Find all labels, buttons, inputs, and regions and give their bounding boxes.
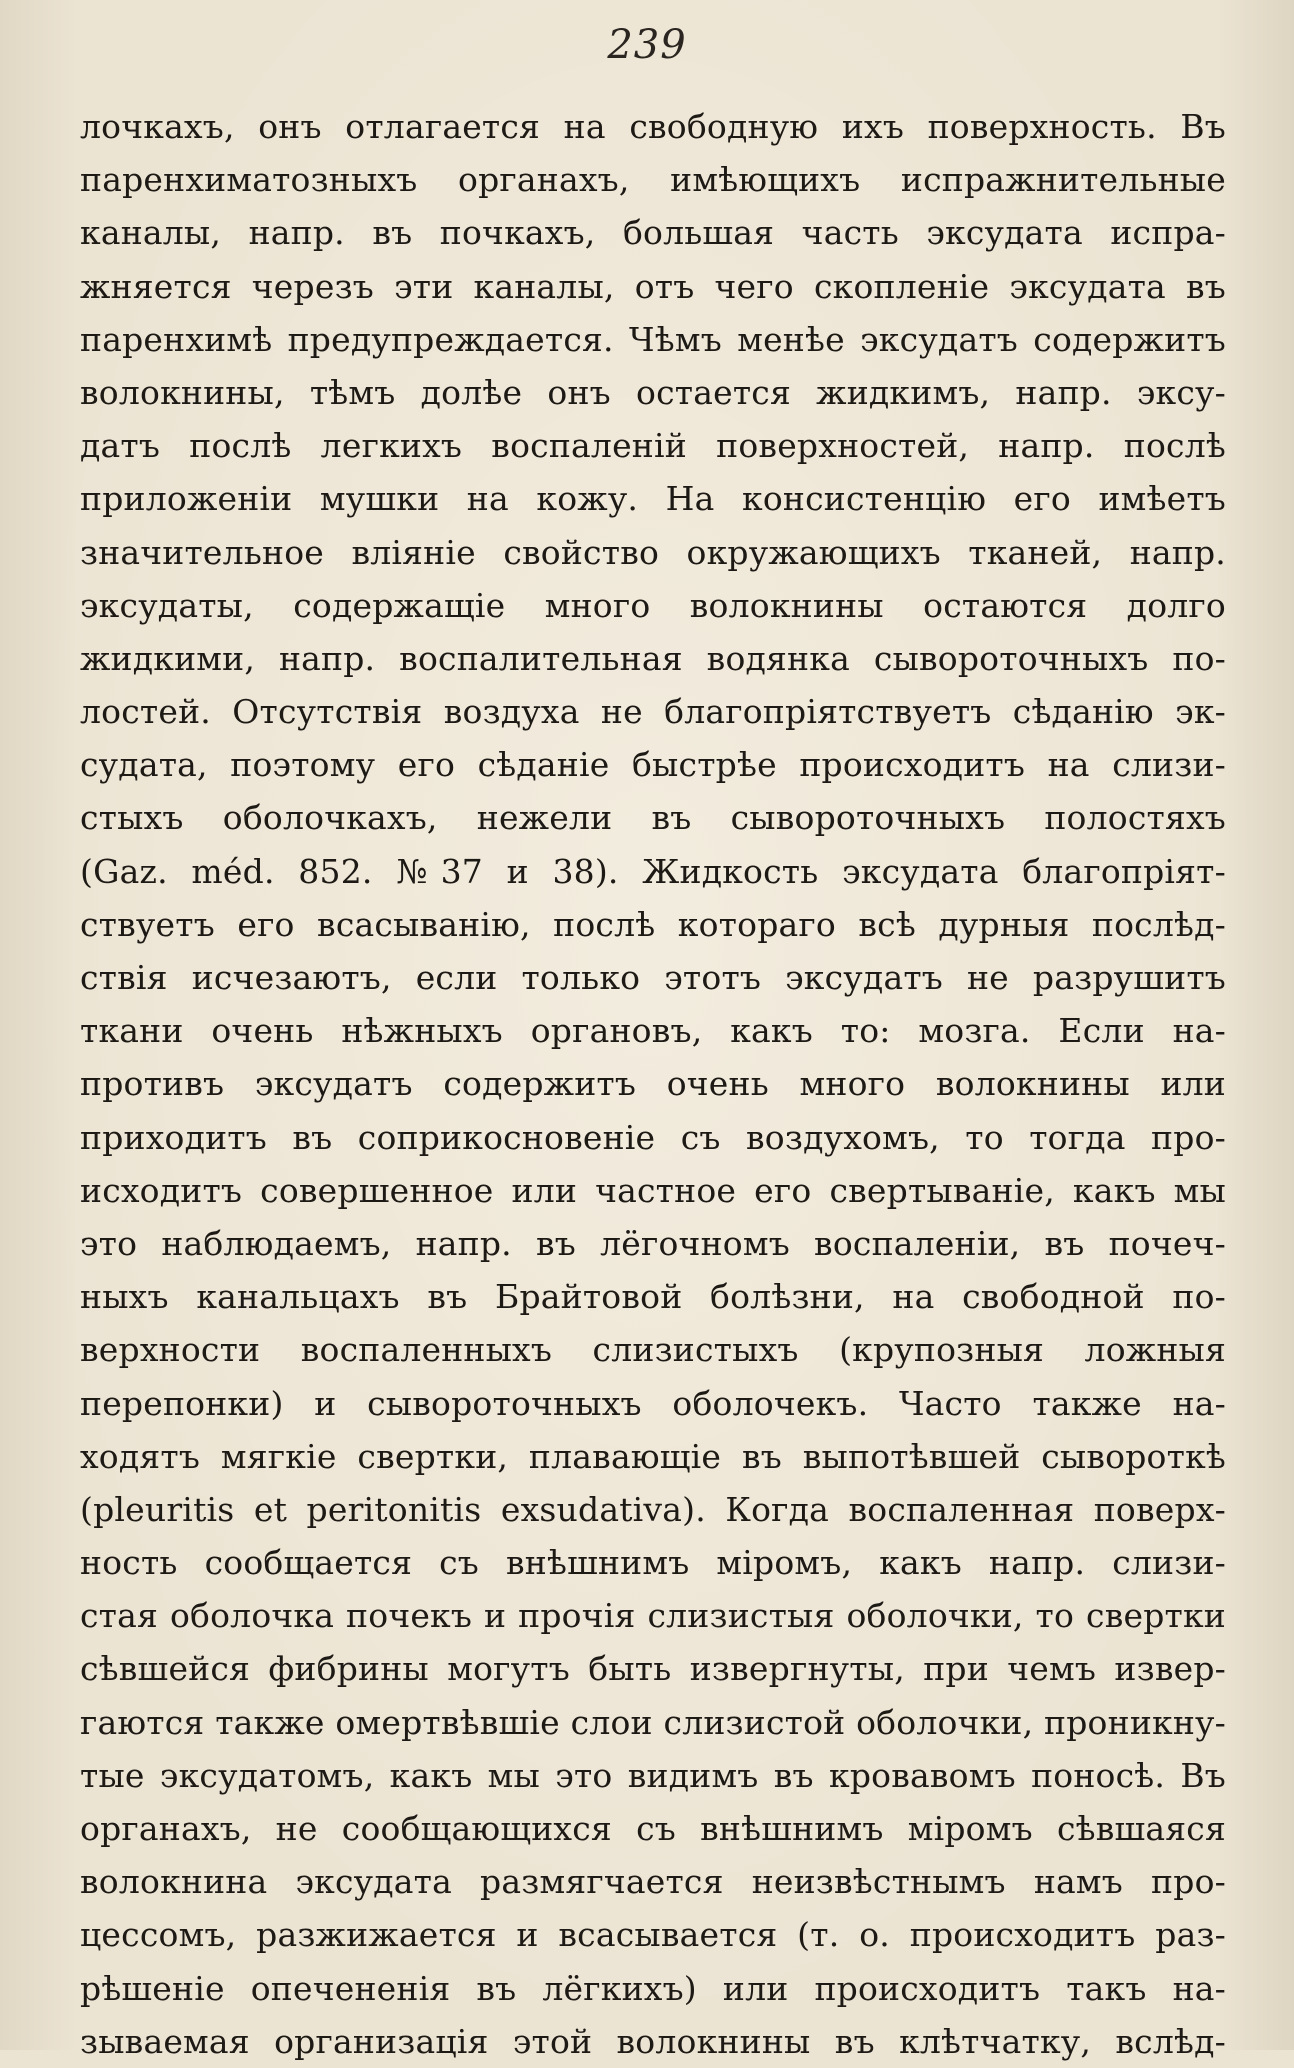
text-line: ходятъ мягкіе свертки, плавающіе въ выпотѣвшей сывороткѣ <box>80 1436 1226 1476</box>
text-line: (Gaz. méd. 852. №37 и 38). Жидкость эксудата благопріят- <box>80 851 1226 891</box>
text-line: лочкахъ, онъ отлагается на свободную ихъ поверхность. Въ <box>80 107 1226 146</box>
text-line: (pleuritis et peritonitis exsudativa). Когда воспаленная поверх- <box>80 1489 1226 1529</box>
text-line: ныхъ канальцахъ въ Брайтовой болѣзни, на свободной по- <box>80 1277 1226 1317</box>
text-line: жняется черезъ эти каналы, отъ чего скопленіе эксудата въ <box>80 266 1226 306</box>
text-line: каналы, напр. въ почкахъ, большая часть эксудата испра- <box>80 213 1226 253</box>
text-line: стая оболочка почекъ и прочія слизистыя оболочки, то свертки <box>80 1596 1226 1636</box>
text-line: ность сообщается съ внѣшнимъ міромъ, какъ напр. слизи- <box>80 1543 1226 1583</box>
text-line: стыхъ оболочкахъ, нежели въ сывороточныхъ полостяхъ <box>80 798 1226 838</box>
text-line: перепонки) и сывороточныхъ оболочекъ. Часто также на- <box>80 1383 1226 1423</box>
text-line: органахъ, не сообщающихся съ внѣшнимъ міромъ сѣвшаяся <box>80 1809 1226 1848</box>
text-line: датъ послѣ легкихъ воспаленій поверхностей, напр. послѣ <box>80 426 1226 466</box>
text-line: ствуетъ его всасыванію, послѣ котораго всѣ дурныя послѣд- <box>80 904 1226 944</box>
text-line: противъ эксудатъ содержитъ очень много волокнины или <box>80 1064 1226 1104</box>
text-line: судата, поэтому его сѣданіе быстрѣе происходитъ на слизи- <box>80 745 1226 785</box>
text-line: паренхиматозныхъ органахъ, имѣющихъ испражнительные <box>80 160 1226 200</box>
text-line: приложеніи мушки на кожу. На консистенцію его имѣетъ <box>80 479 1226 519</box>
text-line: гаются также омертвѣвшіе слои слизистой оболочки, проникну- <box>80 1702 1226 1742</box>
text-line: тые эксудатомъ, какъ мы это видимъ въ кровавомъ поносѣ. Въ <box>80 1755 1226 1795</box>
text-line: волокнина эксудата размягчается неизвѣстнымъ намъ про- <box>80 1862 1226 1902</box>
text-line: верхности воспаленныхъ слизистыхъ (крупозныя ложныя <box>80 1330 1226 1370</box>
text-line: приходитъ въ соприкосновеніе съ воздухомъ, то тогда про- <box>80 1117 1226 1157</box>
text-line: волокнины, тѣмъ долѣе онъ остается жидкимъ, напр. эксу- <box>80 372 1226 412</box>
text-line: исходитъ совершенное или частное его свертываніе, какъ мы <box>80 1170 1226 1210</box>
text-line: жидкими, напр. воспалительная водянка сывороточныхъ по- <box>80 638 1226 678</box>
text-line: сѣвшейся фибрины могутъ быть извергнуты, при чемъ извер- <box>80 1649 1226 1689</box>
text-line: паренхимѣ предупреждается. Чѣмъ менѣе эксудатъ содержитъ <box>80 319 1226 359</box>
text-line: цессомъ, разжижается и всасывается (т. о. происходитъ раз- <box>80 1915 1226 1955</box>
text-line: значительное вліяніе свойство окружающихъ тканей, напр. <box>80 532 1226 572</box>
text-line: рѣшеніе опечененія въ лёгкихъ) или происходитъ такъ на- <box>80 1968 1226 2008</box>
page-number: 239 <box>607 22 687 68</box>
text-line: зываемая организація этой волокнины въ клѣтчатку, вслѣд- <box>80 2021 1226 2061</box>
text-line: это наблюдаемъ, напр. въ лёгочномъ воспаленіи, въ почеч- <box>80 1223 1226 1263</box>
text-line: ткани очень нѣжныхъ органовъ, какъ то: мозга. Если на- <box>80 1011 1226 1051</box>
text-line: ствія исчезаютъ, если только этотъ эксудатъ не разрушитъ <box>80 958 1226 997</box>
body-text <box>80 100 1226 2068</box>
text-line: эксудаты, содержащіе много волокнины остаются долго <box>80 585 1226 625</box>
text-line: лостей. Отсутствія воздуха не благопріятствуетъ сѣданію эк- <box>80 692 1226 732</box>
